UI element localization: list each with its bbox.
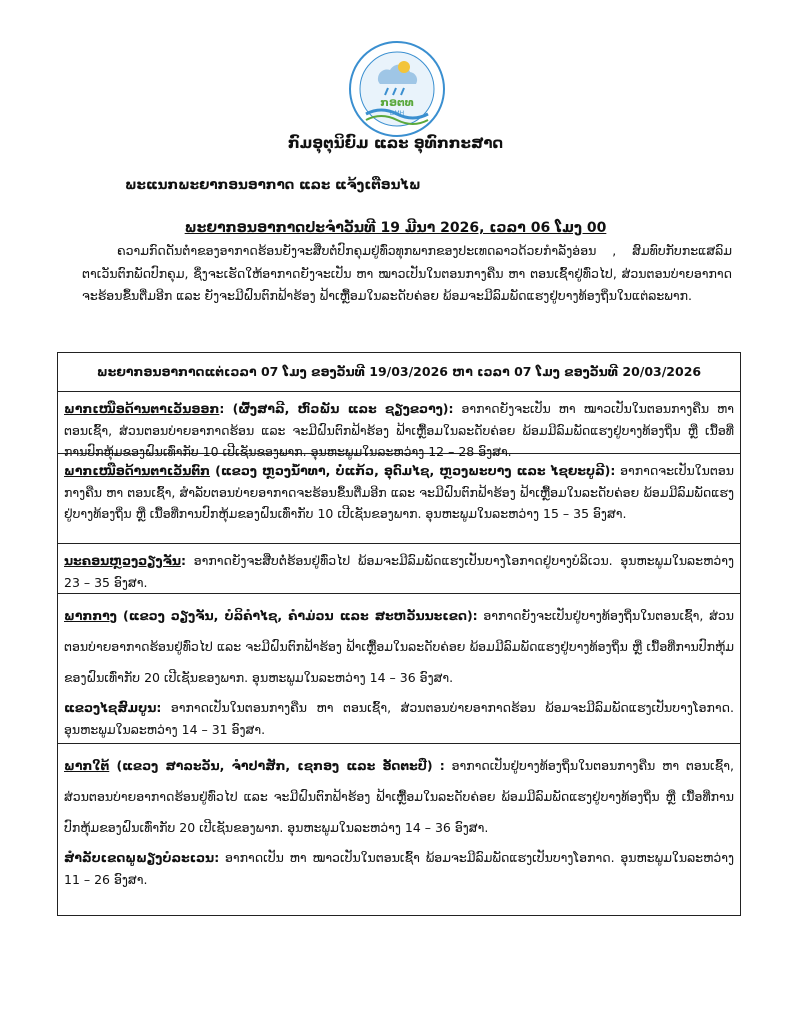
region-forecast: ອາກາດຍັງຈະສືບຕໍ່ຮ້ອນຢູ່ທົ່ວໄປ ພ້ອມຈະມີລົມພັດແຮງເປັນບາງໂອກາດຢູ່ບາງບໍລິເວນ. ອຸນຫະພູມໃນລະຫວ່າງ 23 – 35 ອົງສາ. — [64, 553, 734, 590]
region-forecast: ອາກາດຍັງຈະເປັນຢູ່ບາງທ້ອງຖິ່ນໃນຕອນເຊົ້າ, ສ່ວນຕອນບ່າຍອາກາດຮ້ອນຢູ່ທົ່ວໄປ ແລະ ຈະມີຝົນຕົກຟ້າຮ້ອງ ຟ້າເຫຼື້ອມໃນລະດັບຄ່ອຍ ພ້ອມມີລົມພັດແຮງຢູ່ບາງທ້ອງຖິ່ນ ຫຼື ເນື້ອທີ່ການປົກຫຸ້ມຂອງຝົນເທົ່າກັບ 20 ເປີເຊັນຂອງພາກ. ອຸນຫະພູມໃນລະຫວ່າງ 14 – 36 ອົງສາ. — [64, 608, 735, 685]
region-south — [58, 744, 740, 908]
dmh-logo — [348, 40, 446, 138]
region-name: ພາກກາງ — [64, 608, 117, 623]
region-name: ພາກໃຕ້ — [64, 758, 110, 773]
region-name: ພາກເໜືອດ້ານຕາເວັນອອກ — [64, 401, 220, 416]
forecast-table — [57, 352, 741, 916]
region-provinces: : — [181, 553, 186, 568]
region-northwest — [58, 454, 740, 544]
region-northeast — [58, 392, 740, 459]
forecast-title: ພະຍາກອນອາກາດປະຈຳວັນທີ 19 ມີນາ 2026, ເວລາ 06 ໂມງ 00 — [184, 220, 607, 236]
logo-en: DMH — [389, 110, 405, 117]
department-name: ພະແນກພະຍາກອນອາກາດ ແລະ ແຈ້ງເຕືອນໄພ — [125, 177, 421, 193]
subregion-forecast: ອາກາດເປັນໃນຕອນກາງຄືນ ຫາ ຕອນເຊົ້າ, ສ່ວນຕອນບ່າຍອາກາດຮ້ອນ ພ້ອມຈະມີລົມພັດແຮງເປັນບາງໂອກາດ. ອຸນຫະພູມໃນລະຫວ່າງ 14 – 31 ອົງສາ. — [64, 700, 734, 737]
region-forecast: ອາກາດຈະເປັນໃນຕອນກາງຄືນ ຫາ ຕອນເຊົ້າ, ສຳລັບຕອນບ່າຍອາກາດຈະຮ້ອນຂຶ້ນຕື່ມອີກ ແລະ ຈະມີຝົນຕົກຟ້າຮ້ອງ ຟ້າເຫຼື້ອມໃນລະດັບຄ່ອຍ ພ້ອມມີລົມພັດແຮງຢູ່ບາງທ້ອງຖິ່ນ ຫຼື ເນື້ອທີ່ການປົກຫຸ້ມຂອງຝົນເທົ່າກັບ 10 ເປີເຊັນຂອງພາກ. ອຸນຫະພູມໃນລະຫວ່າງ 15 – 35 ອົງສາ. — [64, 463, 734, 521]
region-provinces: (ແຂວງ ຫຼວງນ້ຳທາ, ບໍ່ແກ້ວ, ອຸດົມໄຊ, ຫຼວງພະບາງ ແລະ ໄຊຍະບູລີ): — [210, 463, 616, 478]
region-name: ພາກເໜືອດ້ານຕາເວັນຕົກ — [64, 463, 211, 478]
forecast-period-header: ພະຍາກອນອາກາດແຕ່ເວລາ 07 ໂມງ ຂອງວັນທີ 19/03/2026 ຫາ ເວລາ 07 ໂມງ ຂອງວັນທີ 20/03/2026 — [58, 353, 740, 392]
region-name: ນະຄອນຫຼວງວຽງຈັນ — [64, 553, 181, 568]
region-vientiane-capital — [58, 544, 740, 594]
intro-paragraph: ຄວາມກົດດັນຕ່ຳຂອງອາກາດຮ້ອນຍັງຈະສືບຕໍ່ປົກຄຸມຢູ່ທົ່ວທຸກພາກຂອງປະເທດລາວດ້ວຍກຳລັງອ່ອນ , ສົມທົບກັບກະແສລົມຕາເວັນຕົກພັດປົກຄຸມ, ຊຶ່ງຈະເຮັດໃຫ້ອາກາດຍັງຈະເປັນ ຫາ ໝາວເປັນໃນຕອນກາງຄືນ ຫາ ຕອນເຊົ້າຢູ່ທົ່ວໄປ, ສ່ວນຕອນບ່າຍອາກາດຈະຮ້ອນຂຶ້ນຕື່ມອີກ ແລະ ຍັງຈະມີຝົນຕົກຟ້າຮ້ອງ ຟ້າເຫຼື້ອມໃນລະດັບຄ່ອຍ ພ້ອມຈະມີລົມພັດແຮງຢູ່ບາງທ້ອງຖິ່ນໃນແຕ່ລະພາກ. — [82, 243, 732, 303]
organization-title: ກົມອຸຕຸນິຍົມ ແລະ ອຸທົກກະສາດ — [287, 134, 504, 152]
region-forecast: ອາກາດຍັງຈະເປັນ ຫາ ໝາວເປັນໃນຕອນກາງຄືນ ຫາ ຕອນເຊົ້າ, ສ່ວນຕອນບ່າຍອາກາດຮ້ອນ ແລະ ຈະມີຝົນຕົກຟ້າຮ້ອງ ຟ້າເຫຼື້ອມໃນລະດັບຄ່ອຍ ພ້ອມມີລົມພັດແຮງຢູ່ບາງທ້ອງຖິ່ນ ຫຼື ເນື້ອທີ່ການປົກຫຸ້ມຂອງຝົນເທົ່າກັບ 10 ເປີເຊັນຂອງພາກ. ອຸນຫະພູມໃນລະຫວ່າງ 12 – 28 ອົງສາ. — [64, 401, 734, 459]
region-provinces: (ແຂວງ ສາລະວັນ, ຈຳປາສັກ, ເຊກອງ ແລະ ອັດຕະປື) : — [109, 758, 445, 773]
subregion-forecast: ອາກາດເປັນ ຫາ ໝາວເປັນໃນຕອນເຊົ້າ ພ້ອມຈະມີລົມພັດແຮງເປັນບາງໂອກາດ. ອຸນຫະພູມໃນລະຫວ່າງ 11 – 26 ອົງສາ. — [64, 850, 734, 887]
region-forecast: ອາກາດເປັນຢູ່ບາງທ້ອງຖິ່ນໃນຕອນກາງຄືນ ຫາ ຕອນເຊົ້າ, ສ່ວນຕອນບ່າຍອາກາດຮ້ອນຢູ່ທົ່ວໄປ ແລະ ຈະມີຝົນຕົກຟ້າຮ້ອງ ຟ້າເຫຼື້ອມໃນລະດັບຄ່ອຍ ພ້ອມມີລົມພັດແຮງຢູ່ບາງທ້ອງຖິ່ນ ຫຼື ເນື້ອທີ່ການປົກຫຸ້ມຂອງຝົນເທົ່າກັບ 20 ເປີເຊັນຂອງພາກ. ອຸນຫະພູມໃນລະຫວ່າງ 14 – 36 ອົງສາ. — [64, 758, 734, 835]
region-provinces: (ແຂວງ ວຽງຈັນ, ບໍລິຄຳໄຊ, ຄຳມ່ວນ ແລະ ສະຫວັນນະເຂດ): — [116, 608, 478, 623]
logo-abbr: ກອຕທ — [380, 96, 414, 109]
subregion-label: ແຂວງໄຊສົມບູນ: — [64, 700, 162, 715]
region-central — [58, 594, 740, 744]
region-provinces: : (ຜົ້ງສາລີ, ຫົວພັນ ແລະ ຊຽງຂວາງ): — [219, 401, 454, 416]
subregion-label: ສຳລັບເຂດພູພຽງບໍລະເວນ: — [64, 850, 220, 865]
